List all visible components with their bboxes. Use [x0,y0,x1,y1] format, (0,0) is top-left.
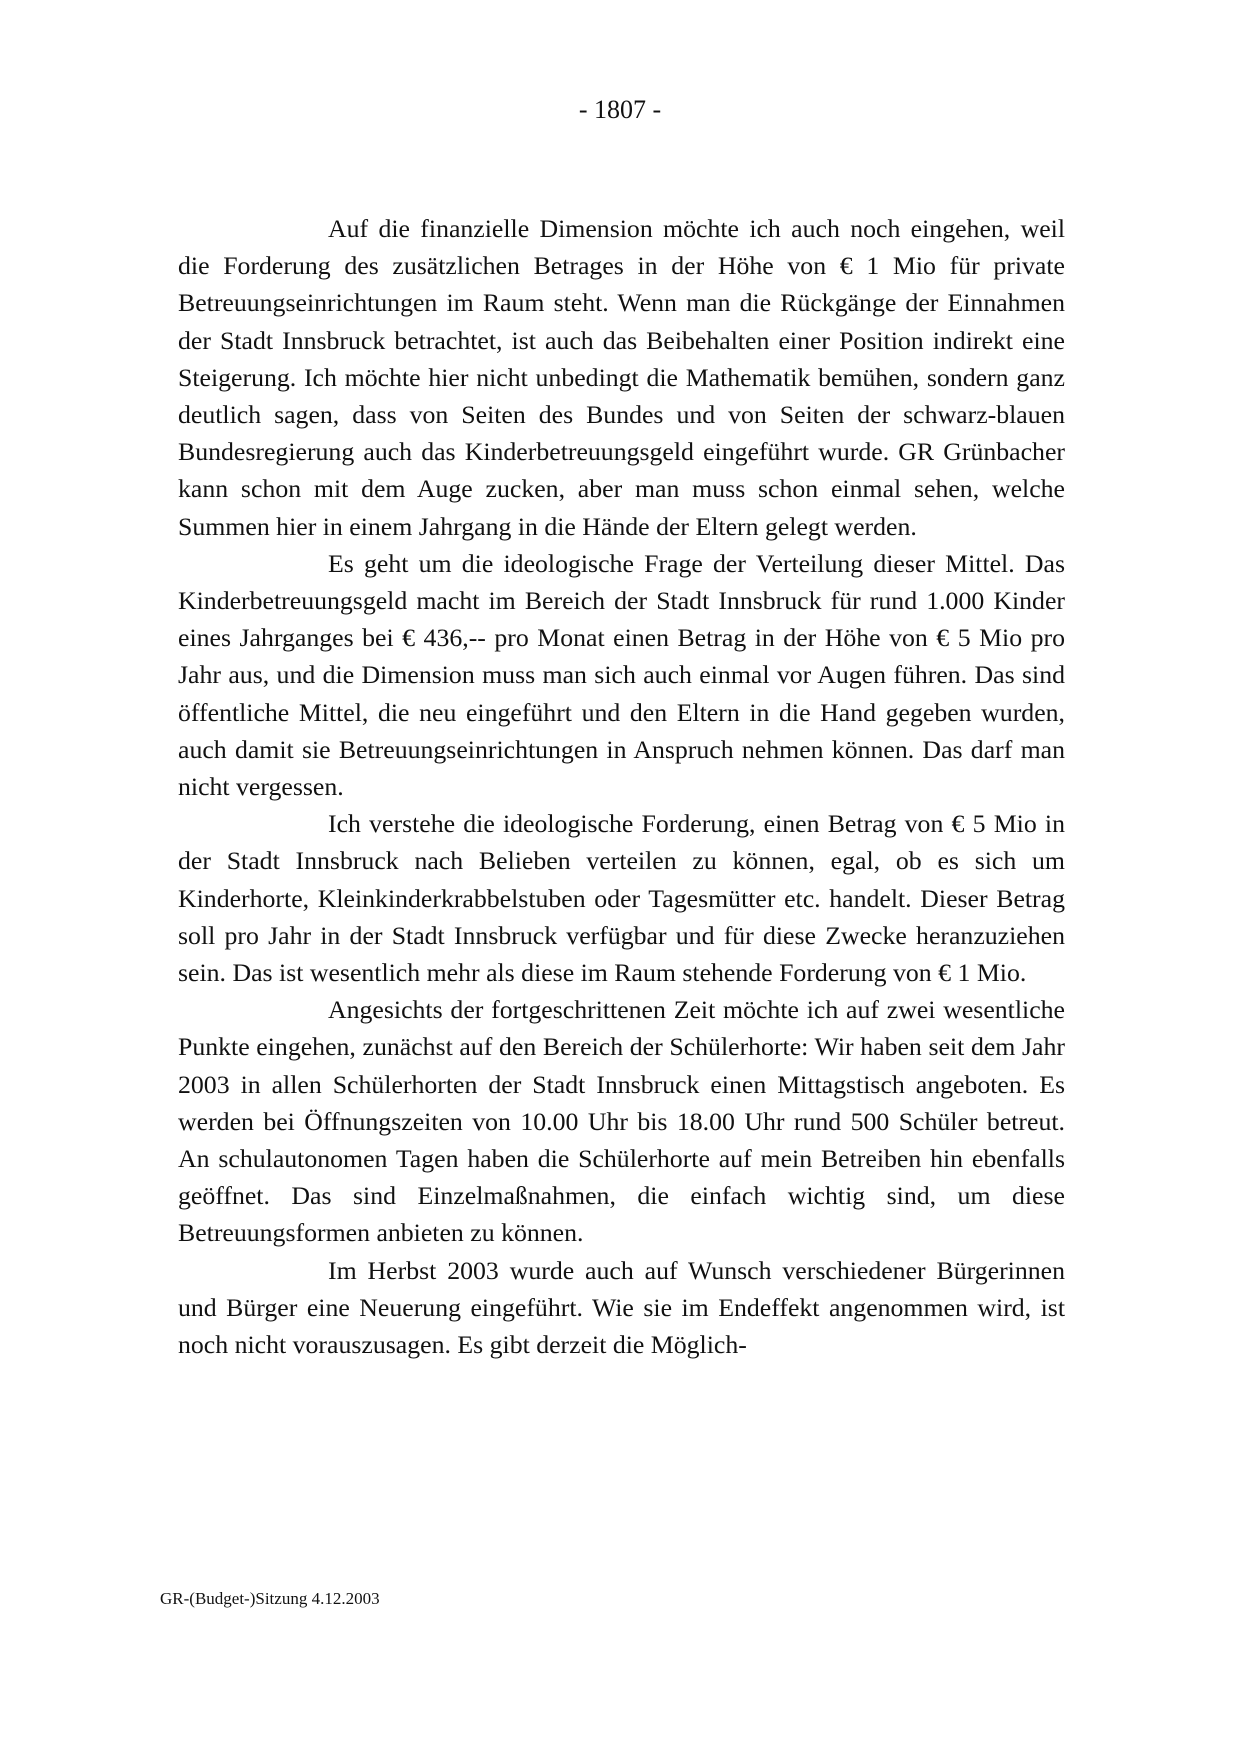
paragraph-5: Im Herbst 2003 wurde auch auf Wunsch verschiedener Bürgerinnen und Bürger eine Neuerung eingeführt. Wie sie im Endeffekt angenommen wird, ist noch nicht vorauszusagen. Es gibt derzeit die Möglich- [178,1255,1065,1360]
paragraph-3: Ich verstehe die ideologische Forderung, einen Betrag von € 5 Mio in der Stadt Innsbruck nach Belieben verteilen zu können, egal, ob es sich um Kinderhorte, Kleinkinderkrabbelstuben oder Tagesmütter etc. handelt. Dieser Betrag soll pro Jahr in der Stadt Innsbruck verfügbar und für diese Zwecke heranzuziehen sein. Das ist wesentlich mehr als diese im Raum stehende Forderung von € 1 Mio. [178,809,1065,988]
paragraph-4: Angesichts der fortgeschrittenen Zeit möchte ich auf zwei wesentliche Punkte eingehen, zunächst auf den Bereich der Schülerhorte: Wir haben seit dem Jahr 2003 in allen Schülerhorten der Stadt Innsbruck einen Mittagstisch angeboten. Es werden bei Öffnungszeiten von 10.00 Uhr bis 18.00 Uhr rund 500 Schüler betreut. An schulautonomen Tagen haben die Schülerhorte auf mein Betreiben hin ebenfalls geöffnet. Das sind Einzelmaßnahmen, die einfach wichtig sind, um diese Betreuungsformen anbieten zu können. [178,995,1065,1248]
paragraph-2: Es geht um die ideologische Frage der Verteilung dieser Mittel. Das Kinderbetreuungsgeld macht im Bereich der Stadt Innsbruck für rund 1.000 Kinder eines Jahrganges bei € 436,-- pro Monat einen Betrag in der Höhe von € 5 Mio pro Jahr aus, und die Dimension muss man sich auch einmal vor Augen führen. Das sind öffentliche Mittel, die neu eingeführt und den Eltern in die Hand gegeben wurden, auch damit sie Betreuungseinrichtungen in Anspruch nehmen können. Das darf man nicht vergessen. [178,548,1065,802]
page-footer: GR-(Budget-)Sitzung 4.12.2003 [160,1589,380,1608]
page-number: - 1807 - [578,95,662,124]
document-body [178,210,1065,1363]
paragraph-1: Auf die finanzielle Dimension möchte ich auch noch eingehen, weil die Forderung des zusätzlichen Betrages in der Höhe von € 1 Mio für private Betreuungseinrichtungen im Raum steht. Wenn man die Rückgänge der Einnahmen der Stadt Innsbruck betrachtet, ist auch das Beibehalten einer Position indirekt eine Steigerung. Ich möchte hier nicht unbedingt die Mathematik bemühen, sondern ganz deutlich sagen, dass von Seiten des Bundes und von Seiten der schwarz-blauen Bundesregierung auch das Kinderbetreuungsgeld eingeführt wurde. GR Grünbacher kann schon mit dem Auge zucken, aber man muss schon einmal sehen, welche Summen hier in einem Jahrgang in die Hände der Eltern gelegt werden. [178,214,1065,541]
